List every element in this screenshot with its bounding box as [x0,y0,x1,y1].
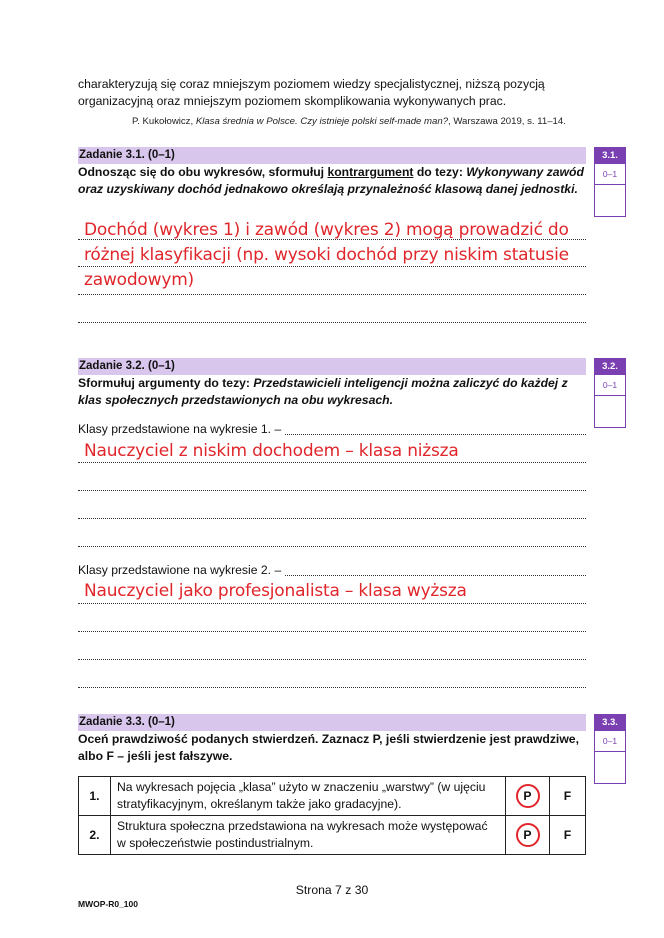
true-option[interactable] [506,777,550,816]
score-entry-field[interactable] [594,184,626,217]
task-3-3-header: Zadanie 3.3. (0–1) [78,714,586,731]
handwritten-answer-3-1[interactable]: Dochód (wykres 1) i zawód (wykres 2) mogą prowadzić do różnej klasyfikacji (np. wysoki dochód przy niskim statusie zawodowym) [84,220,569,290]
score-number: 3.2. [594,358,626,375]
statements-table [78,776,586,855]
score-box-3-2 [594,358,626,428]
prompt-chart-1: Klasy przedstawione na wykresie 1. – [78,422,284,437]
false-option[interactable]: F [550,816,586,855]
page-number: Strona 7 z 30 [295,883,369,897]
score-entry-field[interactable] [594,751,626,784]
thesis: Przedstawicieli inteligencji można zaliczyć do każdej z klas społecznych przedstawionych na obu wykresach. [78,376,568,407]
intro-text [78,76,586,110]
task-3-2-instruction: Sformułuj argumenty do tezy: Przedstawicieli inteligencji można zaliczyć do każdej z klas społecznych przedstawionych na obu wykresach. [78,376,568,407]
prompt-chart-2: Klasy przedstawione na wykresie 2. – [78,563,284,578]
task-3-1-instruction: Odnosząc się do obu wykresów, sformułuj kontrargument do tezy: Wykonywany zawód oraz uzyskiwany dochód jednakowo określają przynależność klasową danej jednostki. [78,165,584,196]
statement-text: Na wykresach pojęcia „klasa” użyto w znaczeniu „warstwy” (w ujęciu stratyfikacyjnym, określanym także jako gradacyjne). [111,777,506,816]
task-3-1-header: Zadanie 3.1. (0–1) [78,147,586,164]
underlined-word: kontrargument [327,165,414,179]
score-points: 0–1 [594,731,626,751]
score-entry-field[interactable] [594,395,626,428]
answer-line [78,518,586,519]
statement-text: Struktura społeczna przedstawiona na wykresach może występować w społeczeństwie postindustrialnym. [111,816,506,855]
selected-circle[interactable]: P [516,784,540,808]
task-3-2-header: Zadanie 3.2. (0–1) [78,358,586,375]
row-number: 2. [79,816,111,855]
citation: P. Kukołowicz, Klasa średnia w Polsce. Czy istnieje polski self-made man?, Warszawa 2019, s. 11–14. [132,116,566,127]
thesis: Wykonywany zawód oraz uzyskiwany dochód jednakowo określają przynależność klasową danej jednostki. [78,165,584,196]
score-number: 3.1. [594,147,626,164]
document-code: MWOP-R0_100 [78,899,138,909]
answer-line [78,687,586,688]
score-number: 3.3. [594,714,626,731]
intro-line-1: charakteryzują się coraz mniejszym poziomem wiedzy specjalistycznej, niższą pozycją [78,77,545,91]
citation-title: Klasa średnia w Polsce. Czy istnieje polski self-made man? [195,116,449,127]
task-3-3-instruction: Oceń prawdziwość podanych stwierdzeń. Zaznacz P, jeśli stwierdzenie jest prawdziwe, albo F – jeśli jest fałszywe. [78,732,579,763]
handwritten-answer-chart-2[interactable]: Nauczyciel jako profesjonalista – klasa wyższa [84,581,467,601]
intro-line-2: organizacyjną oraz mniejszym poziomem skomplikowania wykonywanych prac. [78,94,507,108]
score-box-3-1 [594,147,626,217]
answer-line [78,546,586,547]
score-points: 0–1 [594,375,626,395]
table-row [79,777,586,816]
row-number: 1. [79,777,111,816]
answer-line [78,294,586,295]
true-option[interactable] [506,816,550,855]
score-box-3-3 [594,714,626,784]
answer-line [78,659,586,660]
answer-line [78,322,586,323]
answer-line [78,490,586,491]
answer-line [78,631,586,632]
table-row [79,816,586,855]
handwritten-answer-chart-1[interactable]: Nauczyciel z niskim dochodem – klasa niższa [84,441,459,461]
selected-circle[interactable]: P [516,823,540,847]
false-option[interactable]: F [550,777,586,816]
score-points: 0–1 [594,164,626,184]
